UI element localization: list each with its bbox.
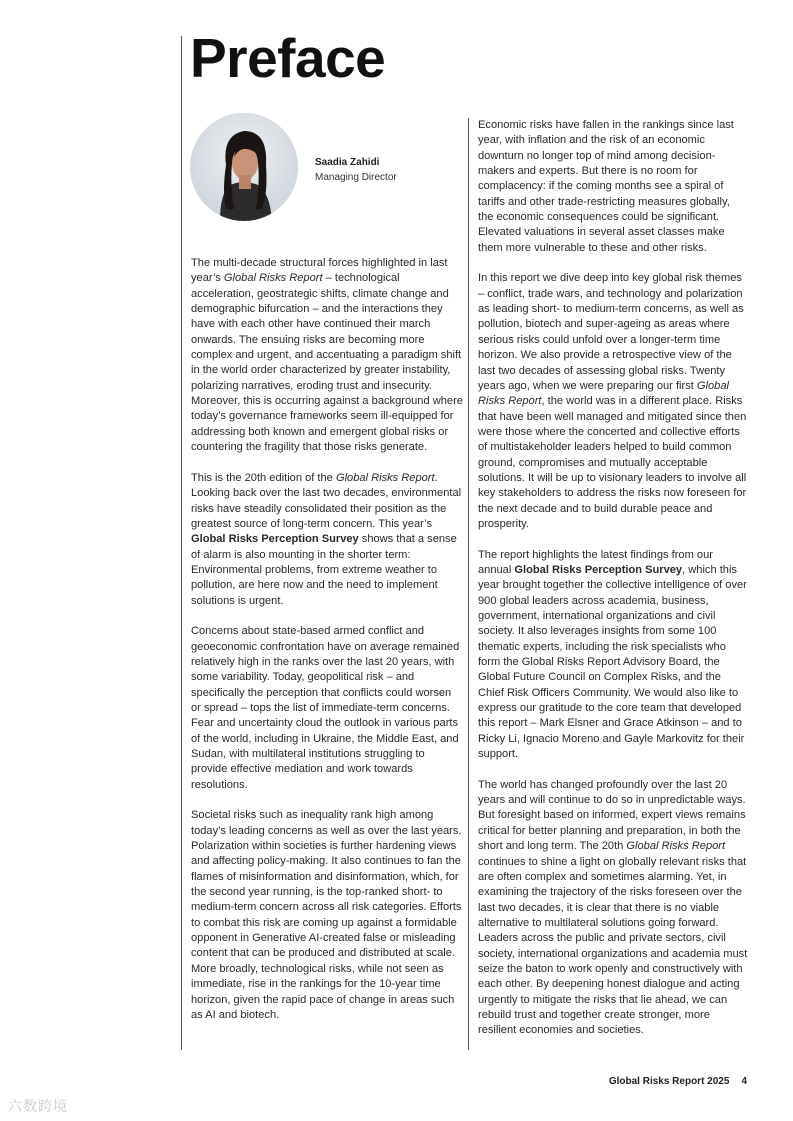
body-paragraph <box>191 808 463 1023</box>
watermark: 六数跨境 <box>8 1098 68 1114</box>
page-title: Preface <box>190 27 386 89</box>
text-run: The multi-decade structural forces highlighted in last year’s <box>191 257 448 285</box>
text-run: – technological acceleration, geostrategic shifts, climate change and demographic bifurcation – and the interactions they have with each other have continued their march onwards. The ensuing risks are becoming more complex and urgent, and accentuating a paradigm shift in the world order characterized by greater instability, polarizing narratives, eroding trust and insecurity. Moreover, this is occurring against a background where today’s governance frameworks seem ill-equipped for addressing both known and emergent global risks or countering the fragility that those risks generate. <box>191 272 463 454</box>
text-run: The world has changed profoundly over the last 20 years and will continue to do so in unpredictable ways. But foresight based on informed, expert views remains critical for better planning and preparation, in both the short and long term. The 20th <box>478 778 746 853</box>
text-run: . Looking back over the last two decades, environmental risks have steadily consolidated their position as the greatest source of long-term concern. This year’s <box>191 471 462 530</box>
left-column <box>191 256 463 1039</box>
text-run: This is the 20th edition of the <box>191 471 336 484</box>
text-run: Societal risks such as inequality rank high among today’s leading concerns as well as over the last years. Polarization within societies is further hardening views and affecting policy-making. It also continues to fan the flames of misinformation and disinformation, which, for the second year running, is the top-ranked short- to medium-term concern across all risk categories. Efforts to combat this risk are coming up against a formidable opponent in Generative AI-created false or misleading content that can be produced and distributed at scale. More broadly, technological risks, while not seen as immediate, rise in the rankings for the 10-year time horizon, given the rapid pace of change in areas such as AI and biotech. <box>191 809 462 1021</box>
page-footer <box>609 1076 747 1087</box>
author-name: Saadia Zahidi <box>315 157 380 168</box>
text-run: , which this year brought together the collective intelligence of over 900 global leaders across academia, business, government, international organizations and civil society. It also leverages insights from some 100 thematic experts, including the risk specialists who form the Global Risks Report Advisory Board, the Global Future Council on Complex Risks, and the Chief Risk Officers Community. We would also like to express our gratitude to the core team that developed this report – Mark Elsner and Grace Atkinson – and to Ricky Li, Ignacio Moreno and Gayle Markovitz for their support. <box>478 563 747 761</box>
italic-title: Global Risks Report <box>478 379 729 408</box>
footer-report-title: Global Risks Report 2025 <box>608 1076 730 1087</box>
author-role: Managing Director <box>315 172 397 183</box>
italic-title: Global Risks Report <box>626 840 726 853</box>
left-column-rule <box>181 36 182 1050</box>
text-run: In this report we dive deep into key global risk themes – conflict, trade wars, and technology and polarization as leading short- to medium-term concerns, as well as pollution, biotech and super-ageing as areas where serious risks could unfold over a longer-term time horizon. We also provide a retrospective view of the last two decades of assessing global risks. Twenty years ago, when we were preparing our first <box>478 272 744 392</box>
bold-term: Global Risks Perception Survey <box>514 563 683 576</box>
italic-title: Global Risks Report <box>335 471 435 484</box>
body-paragraph <box>191 624 463 793</box>
body-paragraph <box>478 271 748 532</box>
author-byline <box>315 155 397 185</box>
text-run: continues to shine a light on globally relevant risks that are often complex and sometimes alarming. Yet, in examining the trajectory of the risks foreseen over the last two decades, it is clear that there is no viable alternative to multilateral solutions going forward. Leaders across the public and private sectors, civil society, international organizations and academia must seize the baton to work openly and constructively with each other. By deepening honest dialogue and acting urgently to mitigate the risks that lie ahead, we can rebuild trust and together create stronger, more resilient economies and societies. <box>478 855 748 1037</box>
text-run: , the world was in a different place. Risks that have been well managed and mitigated since then were those where the concerted and collective efforts of multistakeholder leaders helped to build common ground, compromises and mutually acceptable solutions. It will be up to visionary leaders to involve all key stakeholders to address the risks now foreseen for the next decade and to build durable peace and prosperity. <box>478 395 747 530</box>
body-paragraph <box>191 256 463 455</box>
body-paragraph <box>191 471 463 609</box>
text-run: The report highlights the latest findings from our annual <box>478 548 713 576</box>
body-paragraph <box>478 778 748 1039</box>
text-run: Economic risks have fallen in the rankings since last year, with inflation and the risk of an economic downturn no longer top of mind among decision-makers and experts. But there is no room for complacency: if the coming months see a spiral of tariffs and other trade-restricting measures globally, the economic consequences could be significant. Elevated valuations in several asset classes make them more vulnerable to these and other risks. <box>478 119 734 254</box>
right-column <box>478 118 748 1054</box>
italic-title: Global Risks Report <box>223 272 323 285</box>
text-run: Concerns about state-based armed conflict and geoeconomic confrontation have on average remained relatively high in the ranks over the last 20 years, with some variability. Today, geopolitical risk – and specifically the perception that conflicts could worsen or spread – tops the list of immediate-term concerns. Fear and uncertainty cloud the outlook in various parts of the world, including in Ukraine, the Middle East, and Sudan, with multilateral institutions struggling to provide effective mediation and work towards resolutions. <box>191 625 460 791</box>
body-paragraph <box>478 118 748 256</box>
right-column-rule <box>468 118 469 1050</box>
bold-term: Global Risks Perception Survey <box>191 533 359 546</box>
text-run: shows that a sense of alarm is also mounting in the shorter term: Environmental problems, from extreme weather to pollution, are here now and the need to implement solutions is urgent. <box>191 533 457 607</box>
page-number: 4 <box>741 1076 747 1087</box>
body-paragraph <box>478 548 748 763</box>
author-portrait <box>190 113 298 221</box>
